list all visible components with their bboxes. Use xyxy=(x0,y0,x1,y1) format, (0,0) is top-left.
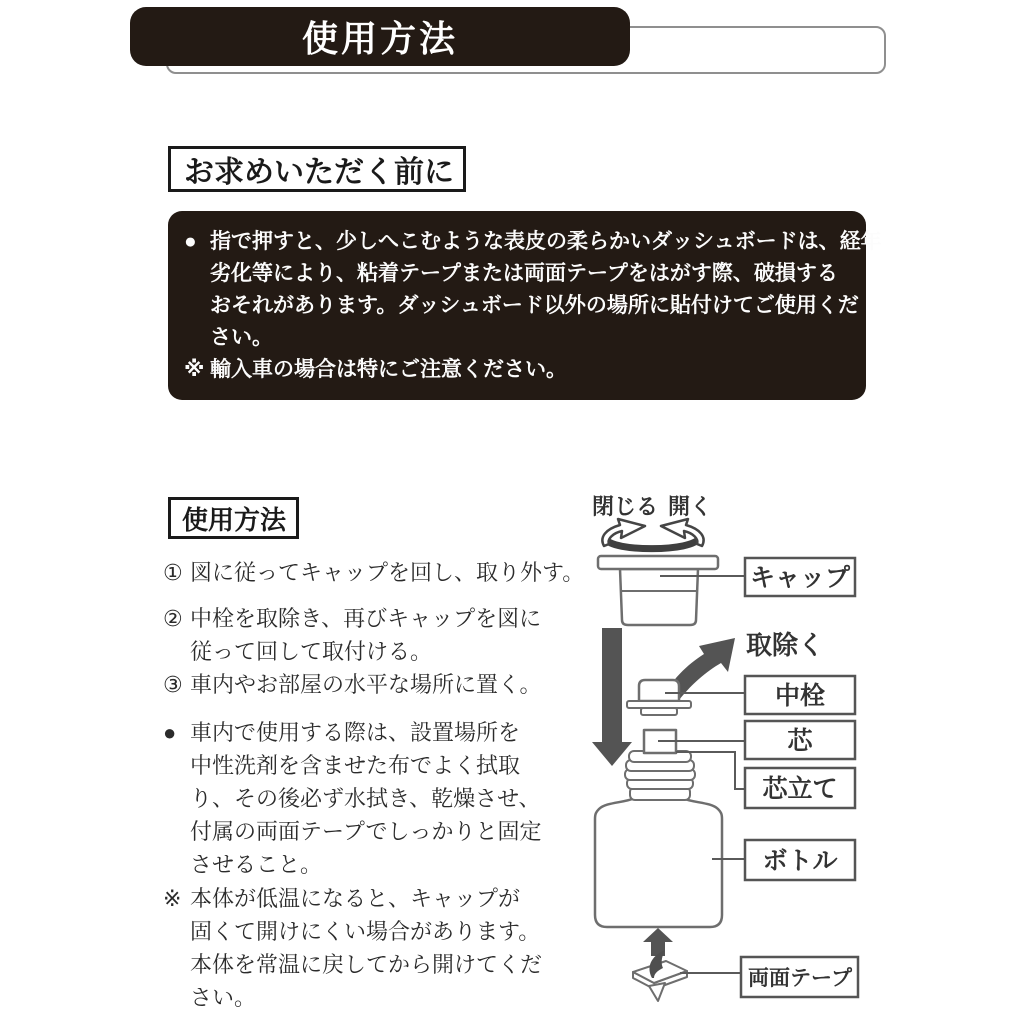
warning-note xyxy=(184,354,854,386)
svg-text:両面テープ: 両面テープ xyxy=(748,967,852,990)
remove-label: 取除く xyxy=(746,630,825,660)
up-arrow-icon xyxy=(643,928,673,956)
open-direction-label: 開く xyxy=(668,494,713,519)
down-arrow-icon xyxy=(592,628,632,766)
warning-item xyxy=(184,226,882,354)
page-title: 使用方法 xyxy=(301,18,458,59)
bullet-icon: ● xyxy=(184,230,197,253)
usage-step-3 xyxy=(163,668,542,701)
diagram-label-wick-stand xyxy=(745,768,855,808)
usage-step-1 xyxy=(163,556,584,589)
product-diagram xyxy=(570,475,870,1023)
svg-text:中栓: 中栓 xyxy=(774,682,826,710)
svg-text:芯立て: 芯立て xyxy=(762,775,838,803)
diagram-label-wick xyxy=(745,721,855,759)
before-purchase-heading xyxy=(168,146,466,192)
warning-note-text: 輸入車の場合は特にご注意ください。 xyxy=(210,358,567,381)
step-3-marker: ③ xyxy=(163,672,183,697)
cap-shape xyxy=(598,556,718,625)
svg-text:キャップ: キャップ xyxy=(749,564,851,592)
diagram-label-bottle xyxy=(745,840,855,880)
step-2-text: 中栓を取除き、再びキャップを図に 従って回して取付ける。 xyxy=(190,606,542,664)
step-1-marker: ① xyxy=(163,560,183,585)
usage-step-2 xyxy=(163,602,541,668)
usage-note-temperature xyxy=(163,882,542,1014)
usage-note-car-text: 車内で使用する際は、設置場所を 中性洗剤を含ませた布でよく拭取 り、その後必ず水拭き、乾燥させ、 付属の両面テープでしっかりと固定 させること。 xyxy=(190,720,542,877)
svg-text:ボトル: ボトル xyxy=(762,847,838,875)
diagram-label-inner-plug xyxy=(745,676,855,714)
svg-text:芯: 芯 xyxy=(787,727,813,755)
warning-text: 指で押すと、少しへこむような表皮の柔らかいダッシュボードは、経年 劣化等により、粘着テープまたは両面テープをはがす際、破損する おそれがあります。ダッシュボード以外の場所に貼付けてご使用くだ さい。 xyxy=(210,230,882,349)
bottle-shape xyxy=(595,798,722,927)
step-1-text: 図に従ってキャップを回し、取り外す。 xyxy=(190,560,585,585)
asterisk-icon: ※ xyxy=(163,886,182,911)
usage-note-temperature-text: 本体が低温になると、キャップが 固くて開けにくい場合があります。 本体を常温に戻してから開けてくだ さい。 xyxy=(190,886,543,1010)
usage-heading xyxy=(168,497,299,539)
usage-note-car xyxy=(163,716,542,881)
tape-shape xyxy=(633,950,687,1001)
step-3-text: 車内やお部屋の水平な場所に置く。 xyxy=(190,672,542,697)
bullet-icon: ● xyxy=(163,720,177,745)
diagram-label-cap xyxy=(745,558,855,596)
usage-heading-text: 使用方法 xyxy=(182,504,287,535)
wick-stand-shape xyxy=(625,751,695,800)
rotate-arrows-icon xyxy=(602,519,703,549)
step-2-marker: ② xyxy=(163,606,183,631)
warning-box xyxy=(168,211,882,400)
diagram-label-tape xyxy=(741,957,858,997)
before-purchase-heading-text: お求めいただく前に xyxy=(184,156,454,189)
close-direction-label: 閉じる xyxy=(592,494,659,519)
page-title-banner xyxy=(130,7,630,66)
asterisk-icon: ※ xyxy=(184,358,205,381)
